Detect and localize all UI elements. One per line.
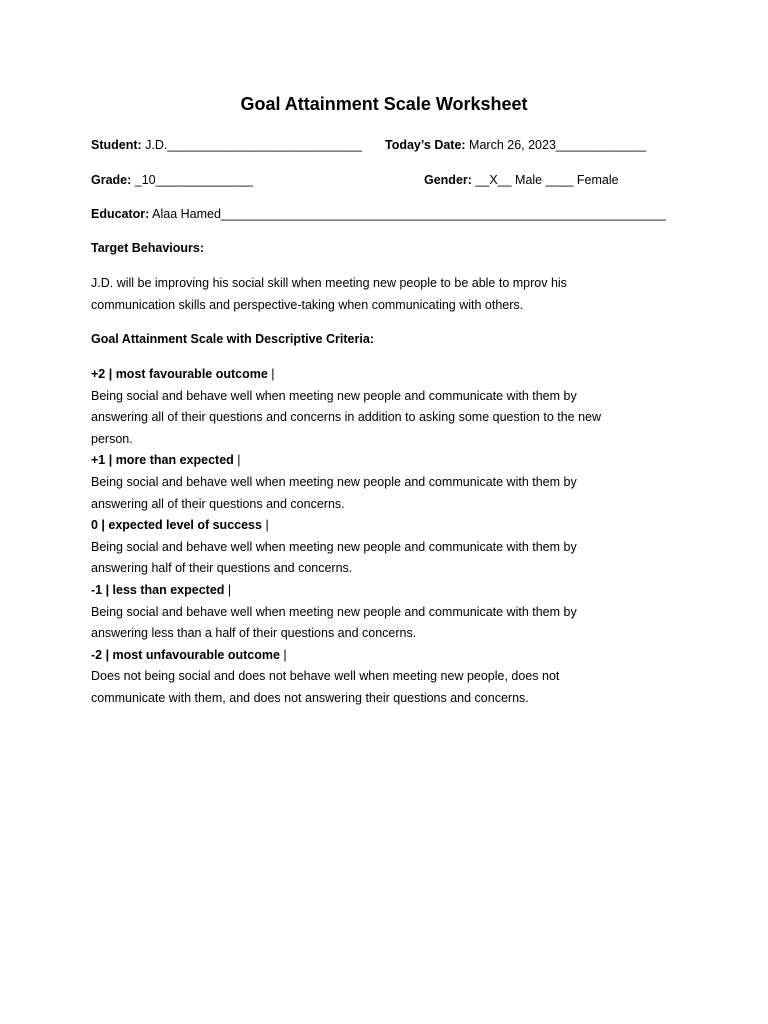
student-field [91,135,362,155]
level-heading-plus2 [91,364,681,386]
level-line: communicate with them, and does not answering their questions and concerns. [91,690,529,705]
level-heading-plus1 [91,450,681,472]
level-separator: | [233,453,241,468]
student-value: J.D.____________________________ [141,138,363,152]
level-line: Does not being social and does not behave well when meeting new people, does not [91,669,560,684]
page-title: Goal Attainment Scale Worksheet [240,94,528,114]
date-value: March 26, 2023_____________ [465,138,647,152]
level-heading-minus2 [91,645,681,667]
target-behaviours-text [91,273,681,316]
level-line: Being social and behave well when meeting new people and communicate with them by [91,474,577,489]
target-behaviours-heading: Target Behaviours: [91,241,204,255]
grade-field [91,170,253,190]
educator-field [91,204,666,224]
target-line: J.D. will be improving his social skill when meeting new people to be able to mprov his [91,276,567,290]
level-heading-text: 0 | expected level of success [91,518,262,533]
level-line: answering half of their questions and concerns. [91,561,353,576]
grade-value: _10______________ [131,173,253,187]
level-separator: | [267,367,275,381]
target-line: communication skills and perspective-taking when communicating with others. [91,297,524,312]
educator-value: Alaa Hamed________________________________________________________________ [149,207,666,221]
level-line: answering all of their questions and concerns in addition to asking some question to the new [91,410,602,425]
level-line: answering less than a half of their questions and concerns. [91,626,417,641]
level-heading-text: +1 | more than expected [91,453,234,468]
level-line: Being social and behave well when meeting new people and communicate with them by [91,539,577,554]
level-line: Being social and behave well when meeting new people and communicate with them by [91,604,577,619]
level-line: person. [91,431,133,446]
level-line: Being social and behave well when meeting new people and communicate with them by [91,388,577,403]
level-heading-zero [91,515,681,537]
scale-levels [91,364,681,710]
student-label: Student: [91,138,142,152]
level-line: answering all of their questions and concerns. [91,496,345,511]
level-heading-minus1 [91,580,681,602]
gender-value: __X__ Male ____ Female [471,173,619,187]
grade-label: Grade: [91,173,132,187]
level-heading-text: -2 | most unfavourable outcome [91,647,280,662]
date-label: Today’s Date: [385,138,466,152]
gender-label: Gender: [424,173,472,187]
level-separator: | [279,647,287,662]
level-separator: | [261,518,269,533]
scale-heading: Goal Attainment Scale with Descriptive Criteria: [91,332,374,346]
level-heading-text: +2 | most favourable outcome [91,367,268,381]
gender-field [424,170,619,190]
level-heading-text: -1 | less than expected [91,582,225,597]
level-separator: | [224,582,232,597]
date-field [385,135,646,155]
educator-label: Educator: [91,207,150,221]
